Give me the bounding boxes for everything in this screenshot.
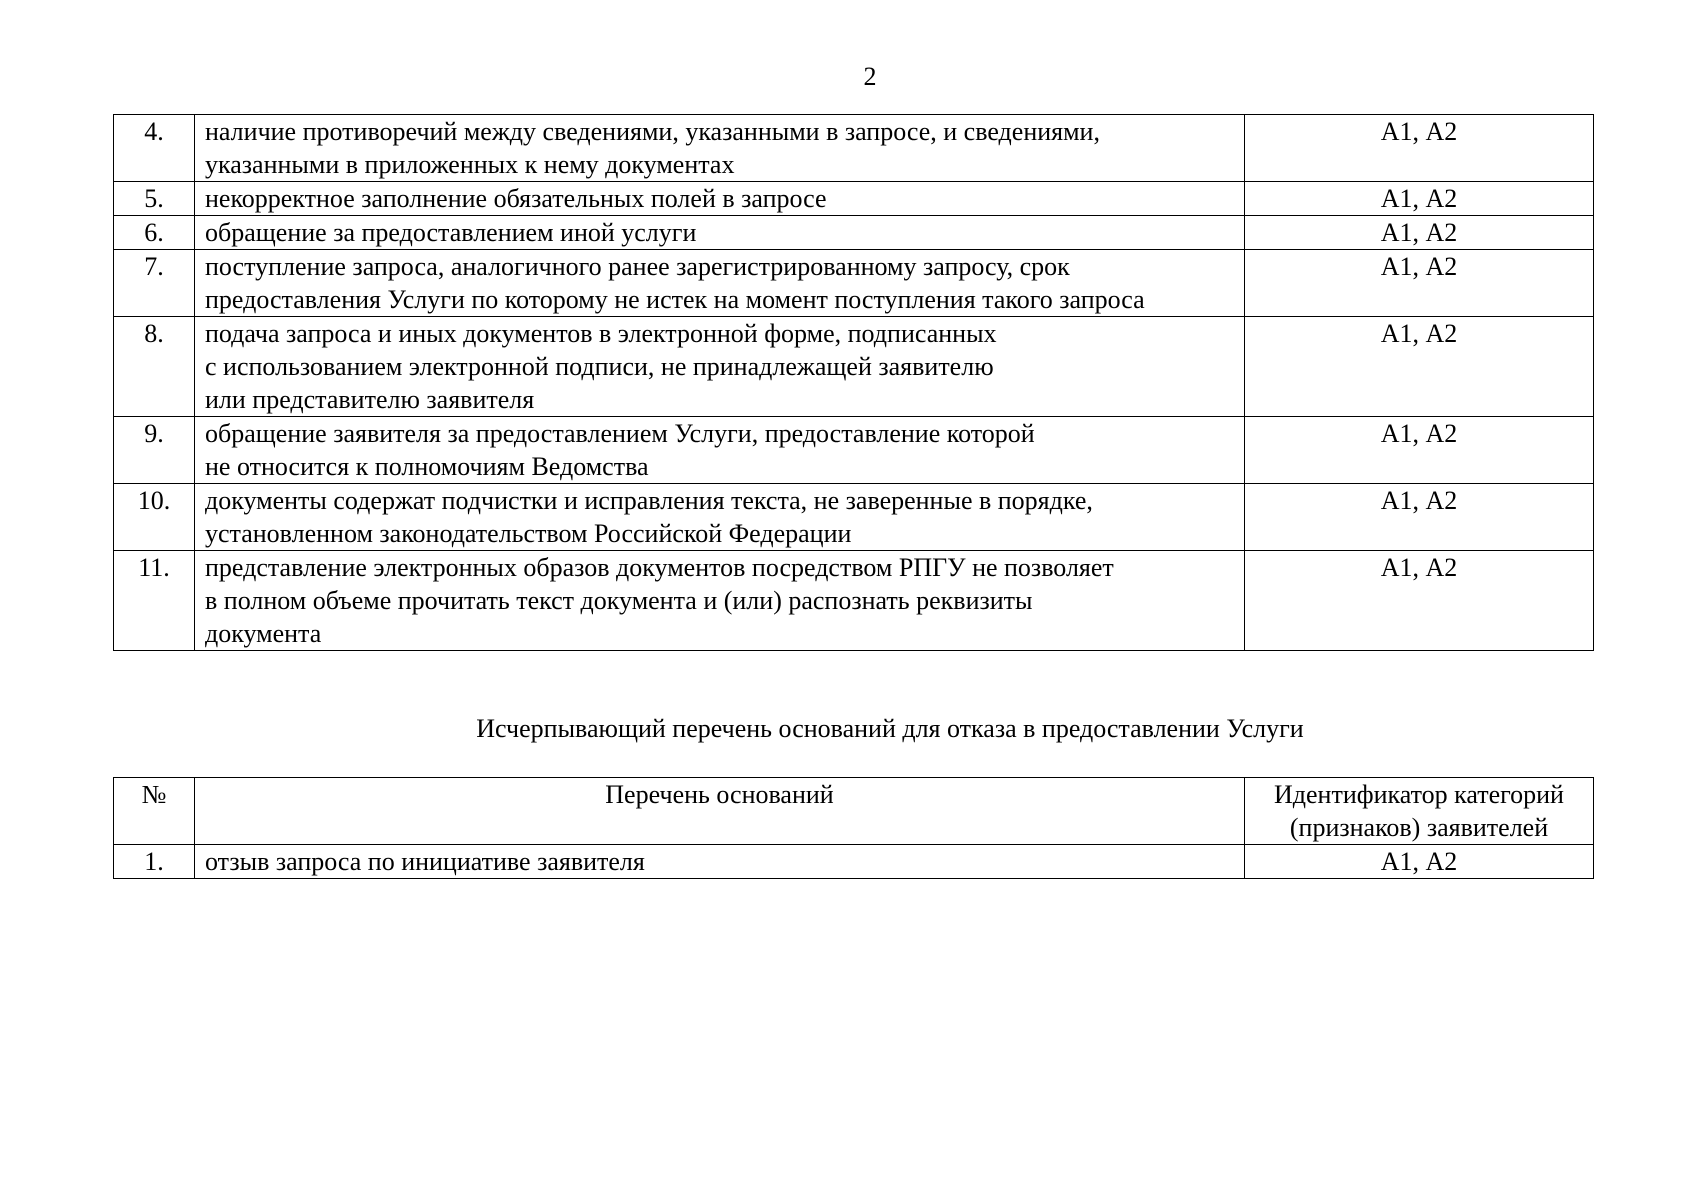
- column-header-category-id: [1245, 778, 1594, 845]
- applicant-category-id: А1, А2: [1245, 417, 1594, 484]
- section-heading: Исчерпывающий перечень оснований для отказа в предоставлении Услуги: [476, 714, 1304, 743]
- text-line: некорректное заполнение обязательных полей в запросе: [205, 184, 827, 213]
- text-line: установленном законодательством Российской Федерации: [205, 519, 852, 548]
- applicant-category-id: А1, А2: [1245, 484, 1594, 551]
- applicant-category-id: А1, А2: [1245, 216, 1594, 250]
- ground-text: [195, 551, 1245, 651]
- text-line: с использованием электронной подписи, не принадлежащей заявителю: [205, 352, 994, 381]
- table-row: [114, 317, 1594, 417]
- header-line: (признаков) заявителей: [1289, 813, 1549, 842]
- row-number: 8.: [114, 317, 195, 417]
- column-header-grounds: Перечень оснований: [195, 778, 1245, 845]
- ground-text: [195, 250, 1245, 317]
- column-header-number: №: [114, 778, 195, 845]
- refusal-grounds-table: [113, 777, 1594, 879]
- ground-text: [195, 115, 1245, 182]
- applicant-category-id: А1, А2: [1245, 317, 1594, 417]
- grounds-table: [113, 114, 1594, 651]
- table-row: [114, 216, 1594, 250]
- table-row: [114, 551, 1594, 651]
- row-number: 9.: [114, 417, 195, 484]
- row-number: 4.: [114, 115, 195, 182]
- text-line: отзыв запроса по инициативе заявителя: [205, 847, 645, 876]
- table-row: [114, 417, 1594, 484]
- text-line: обращение за предоставлением иной услуги: [205, 218, 697, 247]
- text-line: представление электронных образов документов посредством РПГУ не позволяет: [205, 553, 1114, 582]
- applicant-category-id: А1, А2: [1245, 250, 1594, 317]
- text-line: обращение заявителя за предоставлением Услуги, предоставление которой: [205, 419, 1035, 448]
- text-line: предоставления Услуги по которому не истек на момент поступления такого запроса: [205, 285, 1145, 314]
- ground-text: [195, 182, 1245, 216]
- text-line: указанными в приложенных к нему документах: [205, 150, 735, 179]
- text-line: наличие противоречий между сведениями, указанными в запросе, и сведениями,: [205, 117, 1100, 146]
- ground-text: [195, 317, 1245, 417]
- ground-text: [195, 484, 1245, 551]
- header-line: Идентификатор категорий: [1274, 780, 1564, 809]
- text-line: документа: [205, 619, 322, 648]
- row-number: 10.: [114, 484, 195, 551]
- applicant-category-id: А1, А2: [1245, 182, 1594, 216]
- ground-text: [195, 845, 1245, 879]
- row-number: 11.: [114, 551, 195, 651]
- table-header-row: [114, 778, 1594, 845]
- text-line: документы содержат подчистки и исправления текста, не заверенные в порядке,: [205, 486, 1093, 515]
- applicant-category-id: А1, А2: [1245, 551, 1594, 651]
- ground-text: [195, 216, 1245, 250]
- table-row: [114, 484, 1594, 551]
- text-line: не относится к полномочиям Ведомства: [205, 452, 649, 481]
- text-line: в полном объеме прочитать текст документа и (или) распознать реквизиты: [205, 586, 1033, 615]
- row-number: 5.: [114, 182, 195, 216]
- table-row: [114, 115, 1594, 182]
- text-line: поступление запроса, аналогичного ранее зарегистрированному запросу, срок: [205, 252, 1070, 281]
- applicant-category-id: А1, А2: [1245, 845, 1594, 879]
- row-number: 1.: [114, 845, 195, 879]
- applicant-category-id: А1, А2: [1245, 115, 1594, 182]
- text-line: подача запроса и иных документов в электронной форме, подписанных: [205, 319, 997, 348]
- ground-text: [195, 417, 1245, 484]
- table-row: [114, 845, 1594, 879]
- page-number: 2: [863, 62, 877, 91]
- row-number: 7.: [114, 250, 195, 317]
- table-row: [114, 250, 1594, 317]
- row-number: 6.: [114, 216, 195, 250]
- table-row: [114, 182, 1594, 216]
- text-line: или представителю заявителя: [205, 385, 535, 414]
